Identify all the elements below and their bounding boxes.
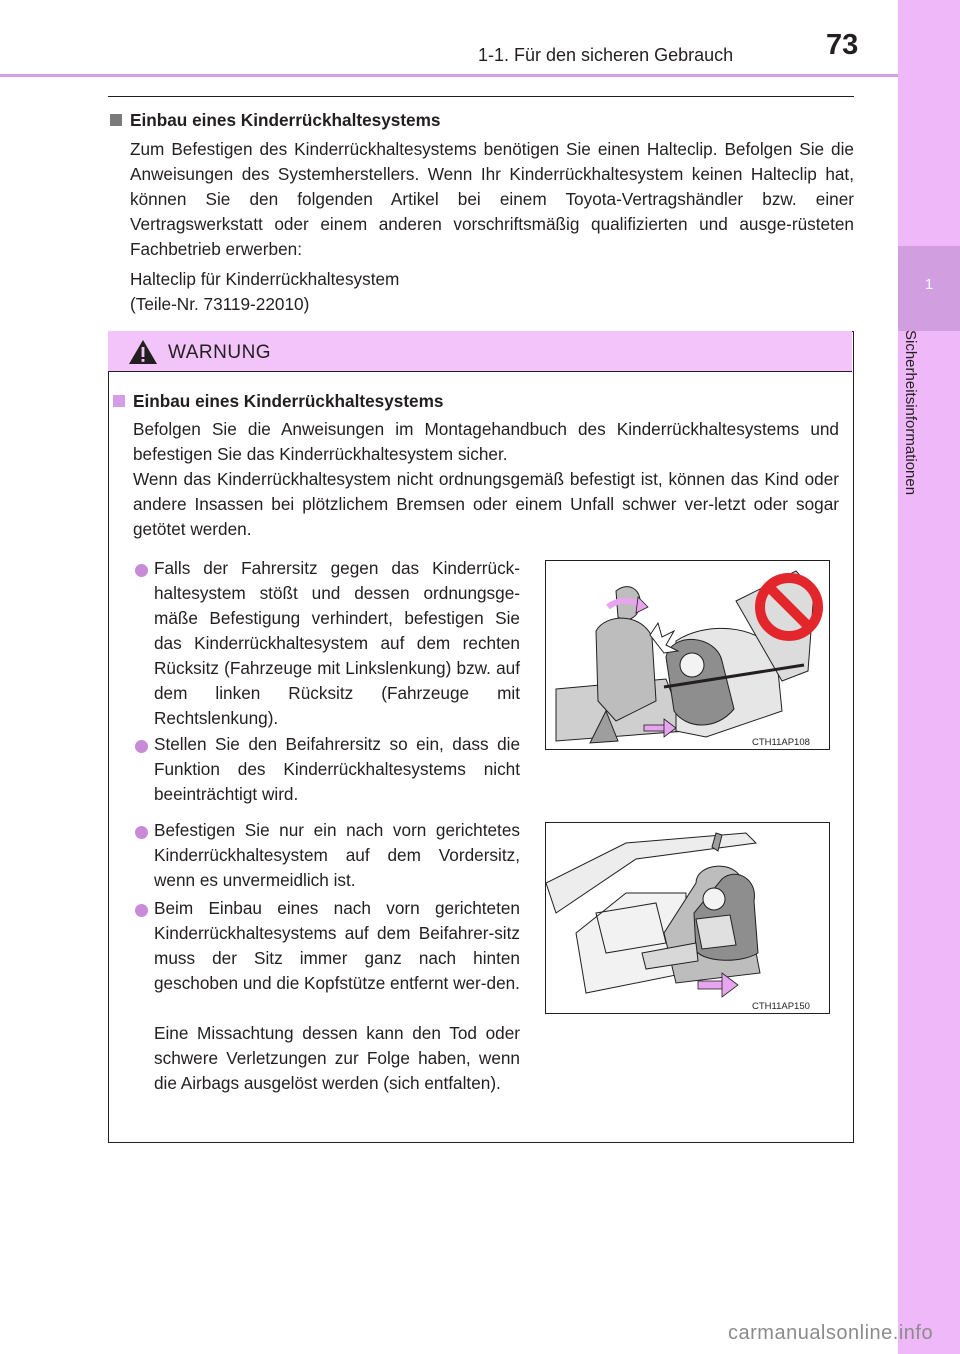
chapter-title-vertical (902, 330, 939, 550)
warning-bullet-1: Falls der Fahrersitz gegen das Kinderrück-haltesystem stößt und dessen ordnungsge-mäße Befestigung verhindert, befestigen Sie das Kinderrückhaltesystem auf dem rechten Rücksitz (Fahrzeuge mit Linkslenkung) bzw. auf dem linken Rücksitz (Fahrzeuge mit Rechtslenkung). (154, 558, 520, 728)
section-heading (110, 110, 440, 131)
warning-heading (113, 391, 443, 412)
warning-consequence-general: Wenn das Kinderrückhaltesystem nicht ordnungsgemäß befestigt ist, können das Kind oder andere Insassen bei plötzlichem Bremsen oder einem Unfall schwer ver-letzt oder sogar getötet werden. (133, 469, 839, 539)
content-top-rule (108, 96, 854, 97)
chapter-title: Sicherheitsinformationen (902, 330, 919, 496)
warning-bullet-4: Beim Einbau eines nach vorn gerichteten Kinderrückhaltesystems auf dem Beifahrer-sitz muss der Sitz immer ganz nach hinten geschoben und die Kopfstütze entfernt wer-den. (154, 898, 520, 993)
figure-code: CTH11AP150 (752, 1001, 810, 1012)
warning-triangle-icon (128, 339, 158, 365)
warning-bullet-3: Befestigen Sie nur ein nach vorn gerichtetes Kinderrückhaltesystem auf dem Vordersitz, wenn es unvermeidlich ist. (154, 820, 520, 890)
warning-bullet-2: Stellen Sie den Beifahrersitz so ein, dass die Funktion des Kinderrückhaltesystems nicht beeinträchtigt wird. (154, 734, 520, 804)
warning-heading-text: Einbau eines Kinderrückhaltesystems (133, 391, 444, 411)
front-seat-illustration (546, 823, 829, 1013)
running-header-section: 1-1. Für den sicheren Gebrauch (478, 45, 734, 65)
bullet-icon (135, 826, 148, 839)
section-paragraph: Zum Befestigen des Kinderrückhaltesystems benötigen Sie einen Halteclip. Befolgen Sie die Anweisungen des Systemherstellers. Wenn Ihr Kinderrückhaltesystem keinen Halteclip hat, können Sie den folgenden Artikel bei einem Toyota-Vertragshändler bzw. einer Vertragswerkstatt oder einem anderen vorschriftsmäßig qualifizierten und ausge-rüsteten Fachbetrieb erwerben: (130, 139, 854, 259)
page-number: 73 (826, 29, 859, 61)
warning-instruction: Befolgen Sie die Anweisungen im Montagehandbuch des Kinderrückhaltesystems und befestigen Sie das Kinderrückhaltesystem sicher. (133, 419, 839, 464)
warning-airbag-consequence: Eine Missachtung dessen kann den Tod oder schwere Verletzungen zur Folge haben, wenn die Airbags ausgelöst werden (sich entfalten). (154, 1023, 520, 1093)
figure-code: CTH11AP108 (752, 737, 810, 748)
bullet-icon (135, 564, 148, 577)
watermark: carmanualsonline.info (728, 1322, 934, 1344)
section-heading-text: Einbau eines Kinderrückhaltesystems (130, 110, 441, 130)
warning-title: WARNUNG (168, 342, 272, 363)
rear-seat-illustration (546, 561, 829, 749)
square-bullet-icon (110, 114, 122, 126)
part-name: Halteclip für Kinderrückhaltesystem (130, 269, 400, 289)
part-number: (Teile-Nr. 73119-22010) (130, 294, 310, 314)
figure-child-seat-front (545, 822, 830, 1014)
side-thumb-band (898, 0, 960, 1354)
square-bullet-icon (113, 395, 125, 407)
bullet-icon (135, 904, 148, 917)
figure-child-seat-rear (545, 560, 830, 750)
bullet-icon (135, 740, 148, 753)
header-divider (0, 74, 898, 77)
chapter-number: 1 (924, 276, 934, 293)
